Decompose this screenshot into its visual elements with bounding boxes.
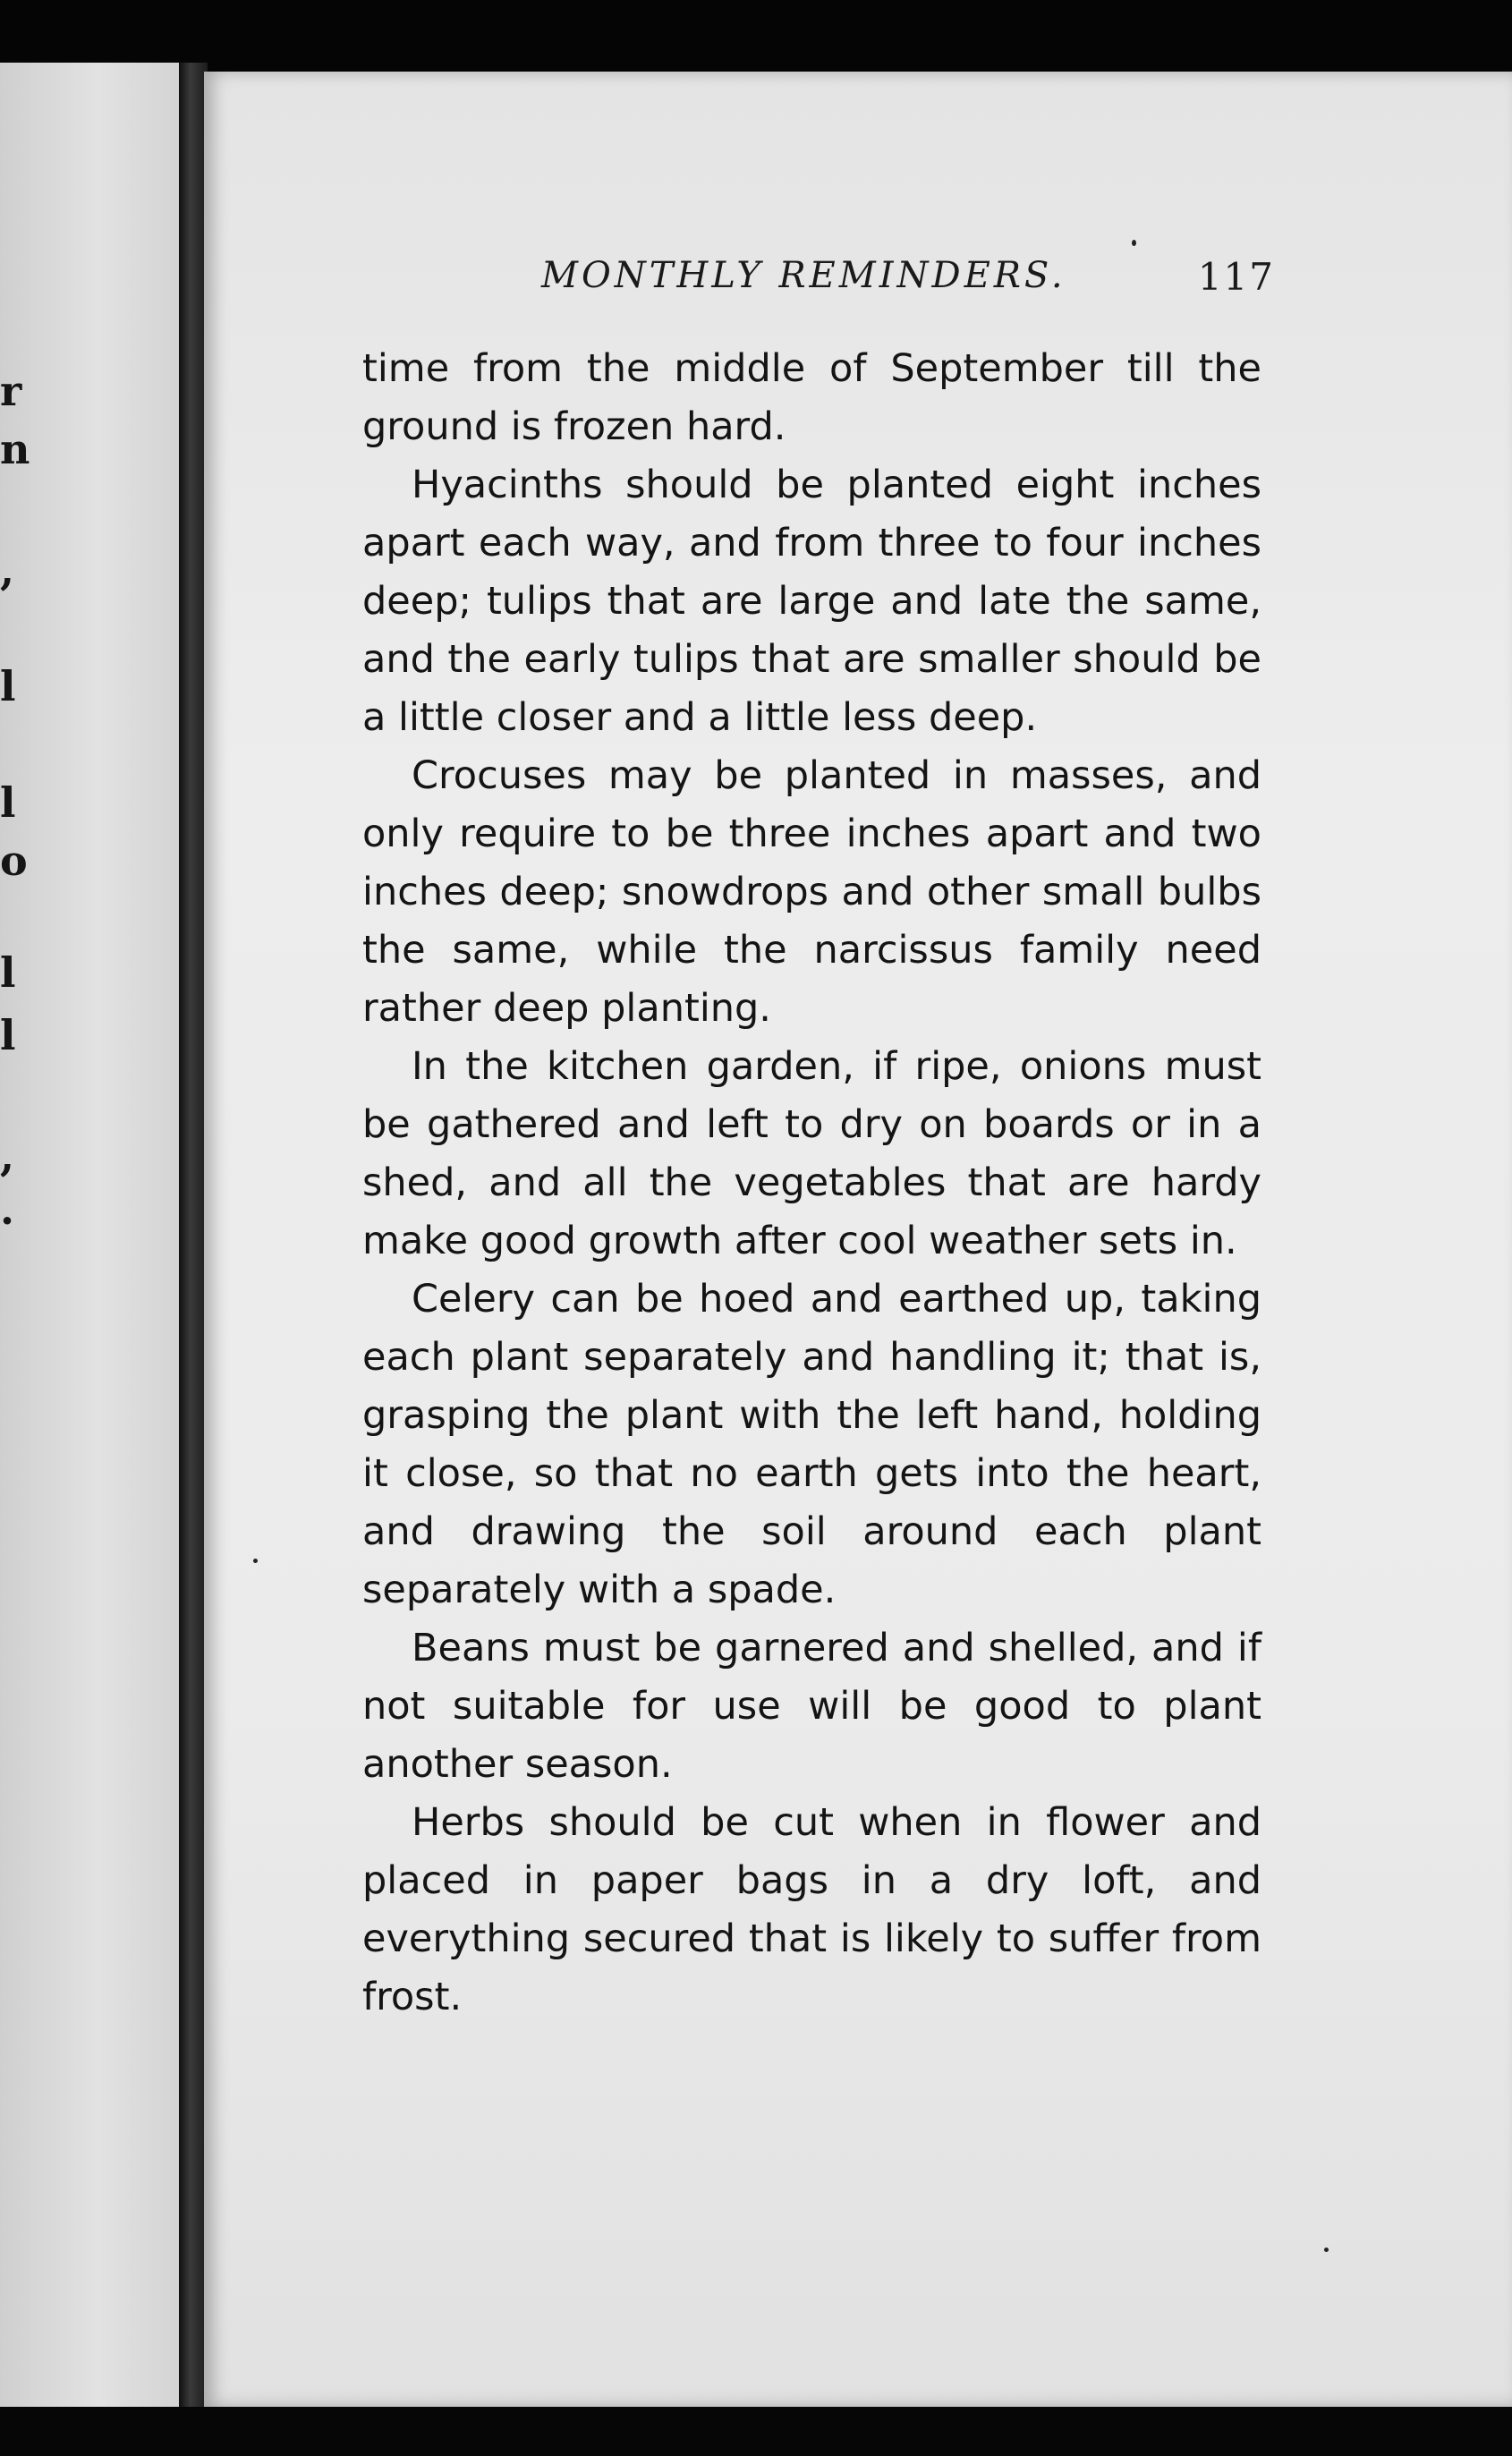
- paragraph: Beans must be garnered and shelled, and if not suitable for use will be good to plant another season.: [362, 1626, 1261, 1787]
- dust-speck: [253, 1559, 258, 1563]
- prev-page-fragment: l: [0, 1011, 16, 1059]
- paragraph: Crocuses may be planted in masses, and only require to be three inches apart and two inches deep; snowdrops and other small bulbs the same, while the narcissus family need rather deep planting.: [362, 753, 1261, 1031]
- running-head: MONTHLY REMINDERS.: [541, 255, 1066, 296]
- paragraph: Hyacinths should be planted eight inches apart each way, and from three to four inches deep; tulips that are large and late the same, and the early tulips that are smaller should be a little closer and a little less deep.: [362, 463, 1261, 740]
- prev-page-fragment: o: [0, 837, 28, 885]
- prev-page-fragment: l: [0, 948, 16, 997]
- prev-page-fragment: .: [0, 1186, 15, 1234]
- paragraph: In the kitchen garden, if ripe, onions must be gathered and left to dry on boards or in a shed, and all the vegetables that are hardy make good growth after cool weather sets in.: [362, 1044, 1261, 1263]
- prev-page-fragment: ,: [0, 1132, 15, 1180]
- dust-speck: [1132, 240, 1136, 246]
- scan-bottom-border: [0, 2407, 1512, 2456]
- page-body: [362, 340, 1261, 2027]
- page-number: 117: [1197, 255, 1275, 299]
- prev-page-fragment: l: [0, 778, 16, 827]
- prev-page-fragment: r: [0, 367, 22, 415]
- paragraph: Herbs should be cut when in flower and placed in paper bags in a dry loft, and everything secured that is likely to suffer from frost.: [362, 1800, 1261, 2019]
- page-header: [336, 255, 1275, 318]
- paragraph: time from the middle of September till the ground is frozen hard.: [362, 346, 1261, 449]
- prev-page-fragment: l: [0, 662, 16, 710]
- prev-page-fragment: n: [0, 425, 30, 473]
- prev-page-fragment: ,: [0, 546, 15, 594]
- dust-speck: [1324, 2248, 1329, 2252]
- paragraph: Celery can be hoed and earthed up, taking each plant separately and handling it; that is, grasping the plant with the left hand, holding it close, so that no earth gets into the heart, and drawing the soil around each plant separately with a spade.: [362, 1277, 1261, 1612]
- previous-page-edge: [0, 63, 179, 2407]
